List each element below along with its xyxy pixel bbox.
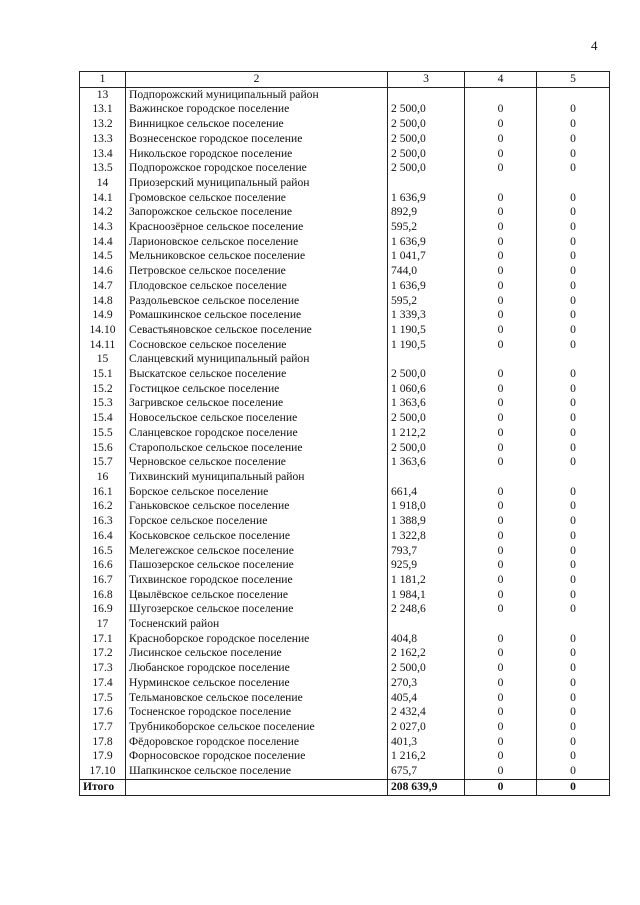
table-row xyxy=(80,411,610,426)
row-name: Красноозёрное сельское поселение xyxy=(126,220,388,235)
total-name-cell xyxy=(126,779,388,795)
row-col4 xyxy=(465,470,537,485)
table-row xyxy=(80,117,610,132)
row-number: 17.9 xyxy=(80,749,126,764)
row-number: 15.6 xyxy=(80,441,126,456)
table-row xyxy=(80,87,610,102)
row-value: 2 500,0 xyxy=(388,411,465,426)
table-row xyxy=(80,235,610,250)
row-col4: 0 xyxy=(465,294,537,309)
row-value: 1 363,6 xyxy=(388,455,465,470)
row-number: 15 xyxy=(80,352,126,367)
table-row xyxy=(80,529,610,544)
row-col4: 0 xyxy=(465,411,537,426)
row-col4: 0 xyxy=(465,632,537,647)
row-value: 925,9 xyxy=(388,558,465,573)
table-row xyxy=(80,749,610,764)
row-number: 14.11 xyxy=(80,338,126,353)
table-row xyxy=(80,470,610,485)
table-row xyxy=(80,147,610,162)
row-col5: 0 xyxy=(537,455,610,470)
row-name: Красноборское городское поселение xyxy=(126,632,388,647)
row-col4: 0 xyxy=(465,235,537,250)
row-name: Мельниковское сельское поселение xyxy=(126,249,388,264)
row-name: Громовское сельское поселение xyxy=(126,191,388,206)
header-row xyxy=(80,72,610,88)
table-row xyxy=(80,499,610,514)
row-name: Сланцевское городское поселение xyxy=(126,426,388,441)
row-value xyxy=(388,87,465,102)
table-row xyxy=(80,294,610,309)
row-col4: 0 xyxy=(465,558,537,573)
row-col5: 0 xyxy=(537,676,610,691)
row-name: Сосновское сельское поселение xyxy=(126,338,388,353)
row-value: 2 500,0 xyxy=(388,102,465,117)
row-col5: 0 xyxy=(537,749,610,764)
row-name: Ромашкинское сельское поселение xyxy=(126,308,388,323)
row-name: Пашозерское сельское поселение xyxy=(126,558,388,573)
row-col5: 0 xyxy=(537,367,610,382)
header-cell-2: 2 xyxy=(126,72,388,88)
row-number: 14.5 xyxy=(80,249,126,264)
table-row xyxy=(80,205,610,220)
row-value: 1 636,9 xyxy=(388,279,465,294)
row-number: 16.3 xyxy=(80,514,126,529)
row-name: Подпорожский муниципальный район xyxy=(126,87,388,102)
table-row xyxy=(80,161,610,176)
row-col5: 0 xyxy=(537,499,610,514)
table-row xyxy=(80,676,610,691)
row-col5: 0 xyxy=(537,544,610,559)
row-col4: 0 xyxy=(465,705,537,720)
table-row xyxy=(80,602,610,617)
row-col5: 0 xyxy=(537,279,610,294)
table-row xyxy=(80,588,610,603)
row-col5: 0 xyxy=(537,588,610,603)
row-col4: 0 xyxy=(465,764,537,779)
table-row xyxy=(80,132,610,147)
row-number: 16.7 xyxy=(80,573,126,588)
row-value: 793,7 xyxy=(388,544,465,559)
row-col5: 0 xyxy=(537,235,610,250)
row-number: 16.2 xyxy=(80,499,126,514)
row-name: Тосненский район xyxy=(126,617,388,632)
row-number: 16.5 xyxy=(80,544,126,559)
row-col5: 0 xyxy=(537,220,610,235)
row-name: Раздольевское сельское поселение xyxy=(126,294,388,309)
row-col5: 0 xyxy=(537,485,610,500)
row-col4: 0 xyxy=(465,191,537,206)
row-col4: 0 xyxy=(465,735,537,750)
table-row xyxy=(80,691,610,706)
row-number: 14.3 xyxy=(80,220,126,235)
row-col4 xyxy=(465,176,537,191)
row-col4: 0 xyxy=(465,441,537,456)
row-value: 892,9 xyxy=(388,205,465,220)
row-number: 16.6 xyxy=(80,558,126,573)
row-number: 15.3 xyxy=(80,396,126,411)
row-number: 16 xyxy=(80,470,126,485)
table-row xyxy=(80,191,610,206)
table-row xyxy=(80,544,610,559)
row-col5: 0 xyxy=(537,308,610,323)
header-cell-5: 5 xyxy=(537,72,610,88)
row-name: Коськовское сельское поселение xyxy=(126,529,388,544)
table-row xyxy=(80,176,610,191)
row-value: 1 190,5 xyxy=(388,338,465,353)
table-row xyxy=(80,558,610,573)
row-name: Шугозерское сельское поселение xyxy=(126,602,388,617)
row-name: Ганьковское сельское поселение xyxy=(126,499,388,514)
table-row xyxy=(80,323,610,338)
row-name: Новосельское сельское поселение xyxy=(126,411,388,426)
row-name: Форносовское городское поселение xyxy=(126,749,388,764)
row-name: Запорожское сельское поселение xyxy=(126,205,388,220)
table-row xyxy=(80,514,610,529)
table-row xyxy=(80,720,610,735)
table-row xyxy=(80,441,610,456)
row-number: 14 xyxy=(80,176,126,191)
row-col5: 0 xyxy=(537,294,610,309)
row-col4: 0 xyxy=(465,602,537,617)
row-number: 15.7 xyxy=(80,455,126,470)
row-value: 1 918,0 xyxy=(388,499,465,514)
row-value: 2 248,6 xyxy=(388,602,465,617)
row-value: 1 190,5 xyxy=(388,323,465,338)
row-number: 14.6 xyxy=(80,264,126,279)
row-name: Лисинское сельское поселение xyxy=(126,646,388,661)
row-value xyxy=(388,470,465,485)
row-name: Петровское сельское поселение xyxy=(126,264,388,279)
table-row xyxy=(80,426,610,441)
row-col4: 0 xyxy=(465,367,537,382)
row-value: 2 500,0 xyxy=(388,147,465,162)
row-col4: 0 xyxy=(465,691,537,706)
row-col5: 0 xyxy=(537,191,610,206)
table-row xyxy=(80,396,610,411)
row-name: Ларионовское сельское поселение xyxy=(126,235,388,250)
row-value: 1 060,6 xyxy=(388,382,465,397)
row-value: 405,4 xyxy=(388,691,465,706)
row-col4 xyxy=(465,617,537,632)
row-number: 17 xyxy=(80,617,126,632)
page-number: 4 xyxy=(591,38,598,53)
table-row xyxy=(80,352,610,367)
row-col4: 0 xyxy=(465,426,537,441)
row-col4: 0 xyxy=(465,588,537,603)
row-col5: 0 xyxy=(537,632,610,647)
row-name: Выскатское сельское поселение xyxy=(126,367,388,382)
row-number: 13.2 xyxy=(80,117,126,132)
row-number: 17.10 xyxy=(80,764,126,779)
row-value: 2 027,0 xyxy=(388,720,465,735)
row-number: 13.4 xyxy=(80,147,126,162)
row-col5: 0 xyxy=(537,514,610,529)
row-col4: 0 xyxy=(465,279,537,294)
table-body xyxy=(80,87,610,779)
row-value: 595,2 xyxy=(388,294,465,309)
row-col4: 0 xyxy=(465,338,537,353)
row-number: 14.8 xyxy=(80,294,126,309)
row-value: 744,0 xyxy=(388,264,465,279)
row-col5: 0 xyxy=(537,205,610,220)
table-row xyxy=(80,735,610,750)
row-number: 13.5 xyxy=(80,161,126,176)
row-col4: 0 xyxy=(465,529,537,544)
row-value xyxy=(388,352,465,367)
row-col5: 0 xyxy=(537,147,610,162)
row-col5: 0 xyxy=(537,705,610,720)
row-col4: 0 xyxy=(465,147,537,162)
row-name: Нурминское сельское поселение xyxy=(126,676,388,691)
row-col5: 0 xyxy=(537,661,610,676)
row-col4: 0 xyxy=(465,514,537,529)
row-number: 17.1 xyxy=(80,632,126,647)
row-name: Приозерский муниципальный район xyxy=(126,176,388,191)
row-value: 1 216,2 xyxy=(388,749,465,764)
row-number: 16.4 xyxy=(80,529,126,544)
row-value: 404,8 xyxy=(388,632,465,647)
row-name: Мелегежское сельское поселение xyxy=(126,544,388,559)
row-col4: 0 xyxy=(465,485,537,500)
header-cell-3: 3 xyxy=(388,72,465,88)
row-col5: 0 xyxy=(537,249,610,264)
row-value: 1 636,9 xyxy=(388,191,465,206)
total-label: Итого xyxy=(80,779,126,795)
row-number: 13.3 xyxy=(80,132,126,147)
row-value: 595,2 xyxy=(388,220,465,235)
row-value: 1 984,1 xyxy=(388,588,465,603)
row-col5: 0 xyxy=(537,264,610,279)
row-number: 17.7 xyxy=(80,720,126,735)
row-name: Старопольское сельское поселение xyxy=(126,441,388,456)
row-col4: 0 xyxy=(465,117,537,132)
row-number: 17.2 xyxy=(80,646,126,661)
row-name: Сланцевский муниципальный район xyxy=(126,352,388,367)
row-number: 17.8 xyxy=(80,735,126,750)
row-col5: 0 xyxy=(537,338,610,353)
row-number: 14.10 xyxy=(80,323,126,338)
table-row xyxy=(80,279,610,294)
table-row xyxy=(80,249,610,264)
row-col4: 0 xyxy=(465,382,537,397)
table-row xyxy=(80,338,610,353)
row-value: 1 363,6 xyxy=(388,396,465,411)
row-col4: 0 xyxy=(465,455,537,470)
row-col5: 0 xyxy=(537,411,610,426)
row-name: Шапкинское сельское поселение xyxy=(126,764,388,779)
row-col4: 0 xyxy=(465,102,537,117)
row-col4: 0 xyxy=(465,249,537,264)
row-col5: 0 xyxy=(537,735,610,750)
row-name: Загривское сельское поселение xyxy=(126,396,388,411)
row-value: 270,3 xyxy=(388,676,465,691)
row-name: Важинское городское поселение xyxy=(126,102,388,117)
row-number: 16.9 xyxy=(80,602,126,617)
row-col5: 0 xyxy=(537,323,610,338)
row-value: 675,7 xyxy=(388,764,465,779)
row-value: 2 500,0 xyxy=(388,132,465,147)
row-name: Никольское городское поселение xyxy=(126,147,388,162)
row-name: Цвылёвское сельское поселение xyxy=(126,588,388,603)
row-col4: 0 xyxy=(465,220,537,235)
row-name: Винницкое сельское поселение xyxy=(126,117,388,132)
table-row xyxy=(80,102,610,117)
row-col5 xyxy=(537,470,610,485)
allocation-table xyxy=(79,71,610,796)
row-col5: 0 xyxy=(537,132,610,147)
row-number: 13.1 xyxy=(80,102,126,117)
row-col4 xyxy=(465,352,537,367)
table-row xyxy=(80,617,610,632)
row-number: 16.1 xyxy=(80,485,126,500)
row-value xyxy=(388,617,465,632)
row-number: 14.7 xyxy=(80,279,126,294)
row-number: 15.1 xyxy=(80,367,126,382)
row-name: Подпорожское городское поселение xyxy=(126,161,388,176)
row-col5: 0 xyxy=(537,117,610,132)
row-name: Плодовское сельское поселение xyxy=(126,279,388,294)
row-col4: 0 xyxy=(465,308,537,323)
row-name: Севастьяновское сельское поселение xyxy=(126,323,388,338)
row-col4: 0 xyxy=(465,264,537,279)
row-col5: 0 xyxy=(537,764,610,779)
total-row xyxy=(80,779,610,795)
row-value: 2 500,0 xyxy=(388,117,465,132)
row-col4: 0 xyxy=(465,646,537,661)
row-col4: 0 xyxy=(465,499,537,514)
table-row xyxy=(80,646,610,661)
row-name: Любанское городское поселение xyxy=(126,661,388,676)
row-name: Фёдоровское городское поселение xyxy=(126,735,388,750)
row-number: 15.4 xyxy=(80,411,126,426)
total-value: 208 639,9 xyxy=(388,779,465,795)
row-col4: 0 xyxy=(465,749,537,764)
row-number: 13 xyxy=(80,87,126,102)
table-row xyxy=(80,661,610,676)
row-name: Вознесенское городское поселение xyxy=(126,132,388,147)
row-value: 2 432,4 xyxy=(388,705,465,720)
row-number: 14.2 xyxy=(80,205,126,220)
row-col4: 0 xyxy=(465,661,537,676)
header-cell-4: 4 xyxy=(465,72,537,88)
table-row xyxy=(80,308,610,323)
row-col4 xyxy=(465,87,537,102)
total-col4: 0 xyxy=(465,779,537,795)
row-col4: 0 xyxy=(465,161,537,176)
row-name: Борское сельское поселение xyxy=(126,485,388,500)
row-col4: 0 xyxy=(465,544,537,559)
row-value: 1 212,2 xyxy=(388,426,465,441)
row-value: 1 636,9 xyxy=(388,235,465,250)
row-number: 17.4 xyxy=(80,676,126,691)
row-col5: 0 xyxy=(537,441,610,456)
row-col4: 0 xyxy=(465,676,537,691)
row-number: 14.1 xyxy=(80,191,126,206)
row-col5: 0 xyxy=(537,161,610,176)
row-col5 xyxy=(537,617,610,632)
row-col5: 0 xyxy=(537,102,610,117)
table-row xyxy=(80,705,610,720)
row-name: Тихвинское городское поселение xyxy=(126,573,388,588)
row-number: 17.3 xyxy=(80,661,126,676)
row-col4: 0 xyxy=(465,396,537,411)
row-col5: 0 xyxy=(537,396,610,411)
row-name: Гостицкое сельское поселение xyxy=(126,382,388,397)
row-value: 1 181,2 xyxy=(388,573,465,588)
table-row xyxy=(80,632,610,647)
row-name: Горское сельское поселение xyxy=(126,514,388,529)
row-col4: 0 xyxy=(465,720,537,735)
row-col4: 0 xyxy=(465,323,537,338)
row-number: 15.2 xyxy=(80,382,126,397)
row-col4: 0 xyxy=(465,132,537,147)
row-col5: 0 xyxy=(537,691,610,706)
table-row xyxy=(80,264,610,279)
row-value: 661,4 xyxy=(388,485,465,500)
row-name: Тельмановское сельское поселение xyxy=(126,691,388,706)
row-number: 15.5 xyxy=(80,426,126,441)
table-row xyxy=(80,382,610,397)
row-value xyxy=(388,176,465,191)
table-row xyxy=(80,573,610,588)
row-name: Тосненское городское поселение xyxy=(126,705,388,720)
row-name: Черновское сельское поселение xyxy=(126,455,388,470)
row-col4: 0 xyxy=(465,205,537,220)
row-col5: 0 xyxy=(537,646,610,661)
row-value: 1 041,7 xyxy=(388,249,465,264)
row-col5: 0 xyxy=(537,602,610,617)
row-value: 1 388,9 xyxy=(388,514,465,529)
table-row xyxy=(80,220,610,235)
row-col5: 0 xyxy=(537,426,610,441)
row-number: 17.6 xyxy=(80,705,126,720)
row-col5: 0 xyxy=(537,573,610,588)
row-number: 14.4 xyxy=(80,235,126,250)
table-row xyxy=(80,367,610,382)
header-cell-1: 1 xyxy=(80,72,126,88)
table-row xyxy=(80,455,610,470)
row-value: 1 339,3 xyxy=(388,308,465,323)
table-row xyxy=(80,764,610,779)
row-value: 401,3 xyxy=(388,735,465,750)
row-col5: 0 xyxy=(537,558,610,573)
row-number: 14.9 xyxy=(80,308,126,323)
row-col5: 0 xyxy=(537,529,610,544)
row-value: 2 500,0 xyxy=(388,161,465,176)
row-value: 1 322,8 xyxy=(388,529,465,544)
row-value: 2 162,2 xyxy=(388,646,465,661)
row-value: 2 500,0 xyxy=(388,441,465,456)
row-name: Тихвинский муниципальный район xyxy=(126,470,388,485)
row-col5 xyxy=(537,352,610,367)
table-row xyxy=(80,485,610,500)
row-number: 17.5 xyxy=(80,691,126,706)
row-col4: 0 xyxy=(465,573,537,588)
row-value: 2 500,0 xyxy=(388,661,465,676)
row-col5: 0 xyxy=(537,720,610,735)
row-name: Трубникоборское сельское поселение xyxy=(126,720,388,735)
row-col5 xyxy=(537,87,610,102)
row-col5: 0 xyxy=(537,382,610,397)
row-col5 xyxy=(537,176,610,191)
row-number: 16.8 xyxy=(80,588,126,603)
row-value: 2 500,0 xyxy=(388,367,465,382)
total-col5: 0 xyxy=(537,779,610,795)
